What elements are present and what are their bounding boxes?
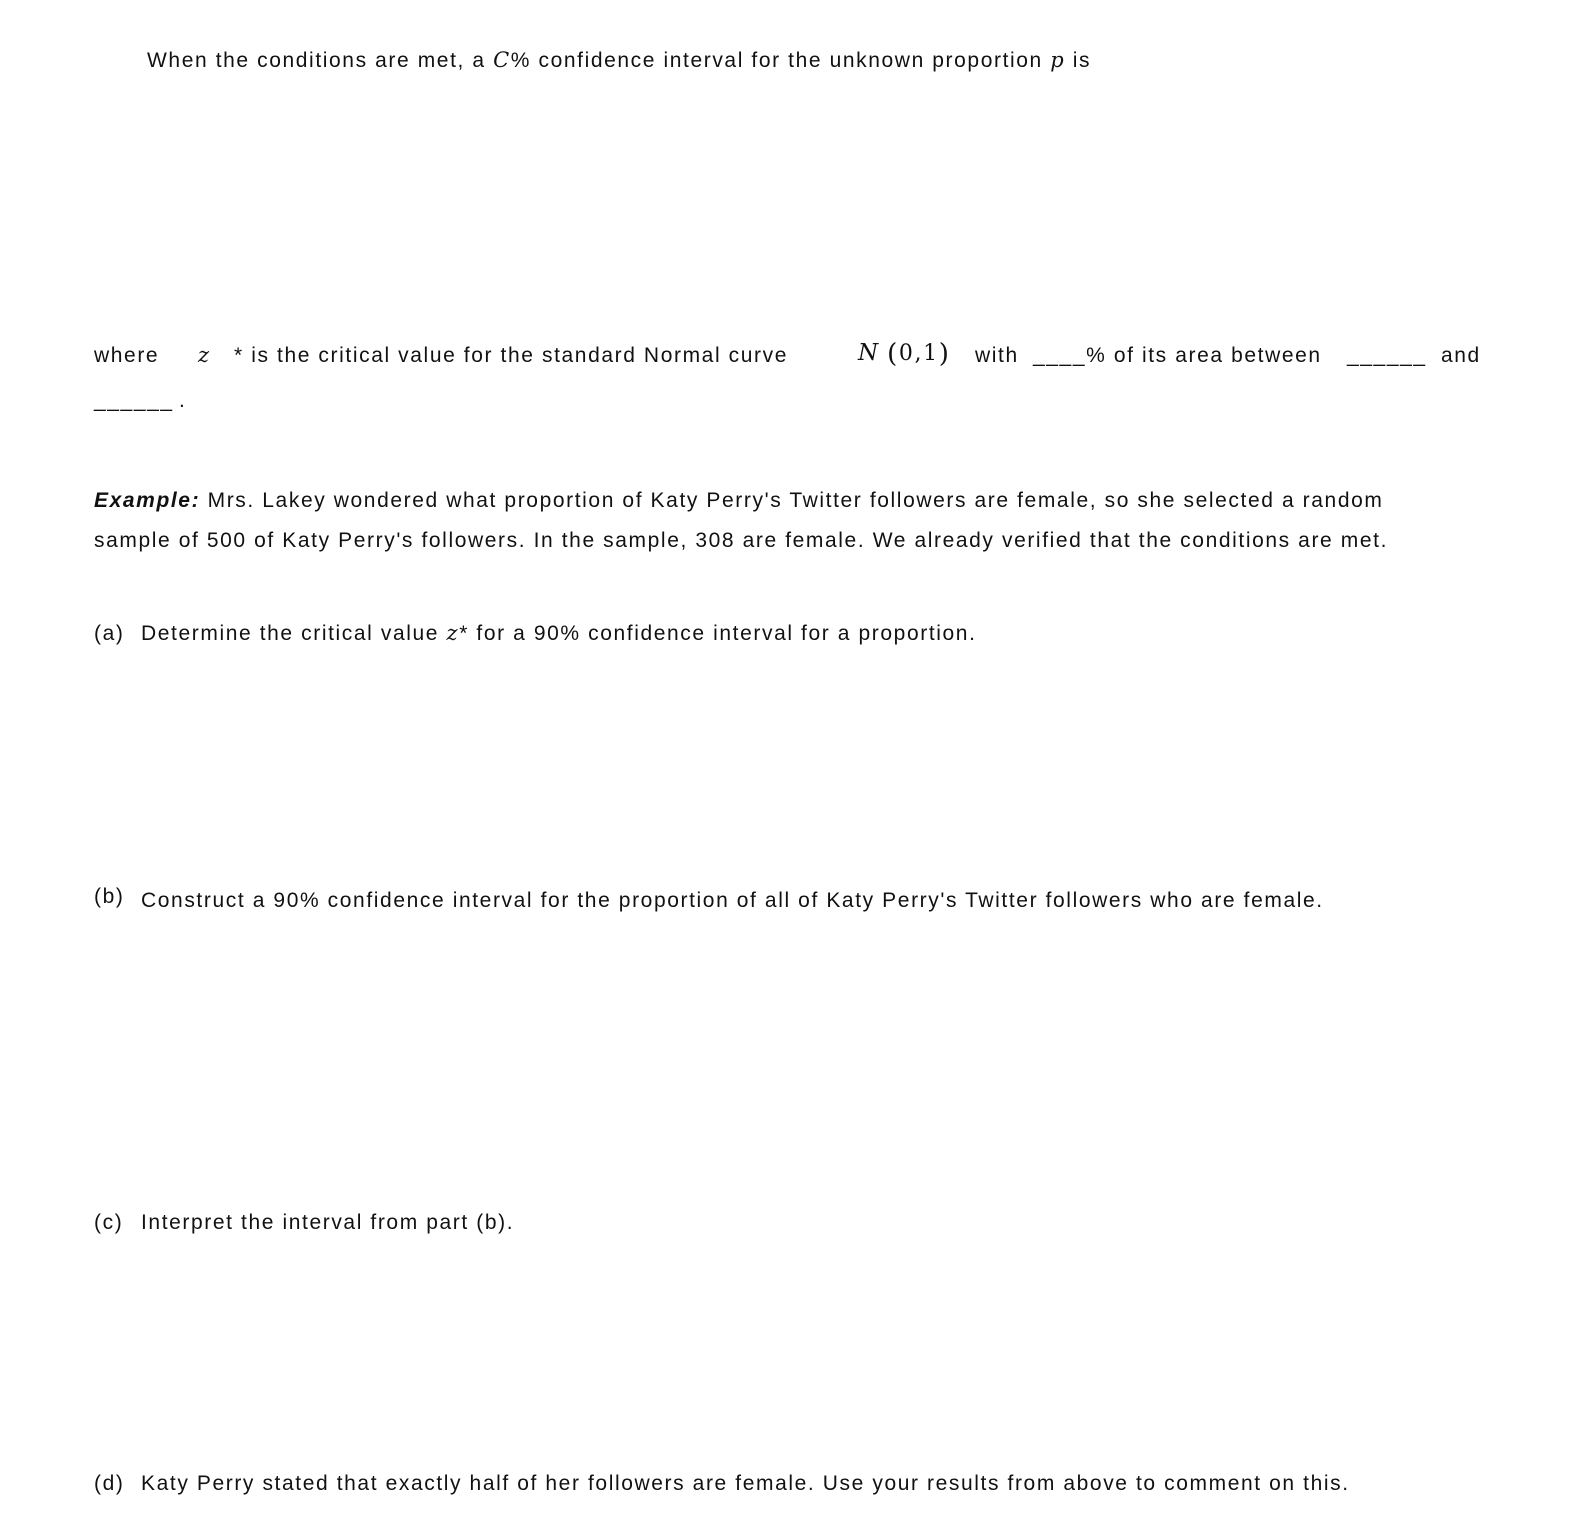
intro-text-start: When the conditions are met, a <box>147 49 494 72</box>
z-star-variable: z <box>198 343 211 367</box>
question-b-text: Construct a 90% confidence interval for the proportion of all of Katy Perry's Twitter followers who are female. <box>141 889 1324 912</box>
with-word: with <box>975 344 1019 367</box>
question-a-text-end: * for a 90% confidence interval for a proportion. <box>459 622 977 645</box>
intro-text-middle: % confidence interval for the unknown proportion <box>510 49 1051 72</box>
period: . <box>179 389 187 412</box>
n-variable: N <box>858 340 880 366</box>
example-text-2: sample of 500 of Katy Perry's followers. In the sample, 308 are female. We already verified that the conditions are met. <box>94 529 1389 552</box>
question-d-text: Katy Perry stated that exactly half of her followers are female. Use your results from above to comment on this. <box>141 1472 1350 1495</box>
question-a-text-start: Determine the critical value <box>141 622 447 645</box>
example-text-1: Mrs. Lakey wondered what proportion of Katy Perry's Twitter followers are female, so she selected a random <box>207 489 1384 512</box>
example-line-1 <box>94 490 1383 511</box>
example-label: Example: <box>94 489 201 512</box>
question-a-label: (a) <box>94 622 125 645</box>
intro-line <box>147 50 1091 71</box>
paren-open: ( <box>887 339 899 369</box>
question-d-label: (d) <box>94 1472 125 1495</box>
paren-close: ) <box>938 339 951 369</box>
p-variable: p <box>1050 48 1066 72</box>
where-word: where <box>94 344 160 367</box>
question-b-label: (b) <box>94 885 125 908</box>
and-word: and <box>1441 344 1481 367</box>
question-c-label: (c) <box>94 1211 124 1234</box>
critical-value-text: * is the critical value for the standard Normal curve <box>234 344 788 367</box>
lower-bound-blank: ______ <box>1347 344 1427 367</box>
percent-area-blank: ____% of its area between <box>1033 344 1322 367</box>
intro-text-end: is <box>1065 49 1092 72</box>
question-c-text: Interpret the interval from part (b). <box>141 1211 515 1234</box>
question-d <box>94 1473 1350 1494</box>
normal-notation <box>858 341 950 367</box>
c-variable: C <box>493 48 511 72</box>
n-arguments: 0,1 <box>898 341 939 366</box>
z-variable: z <box>446 621 460 645</box>
upper-bound-blank: ______ <box>94 389 174 412</box>
question-c <box>94 1212 514 1233</box>
question-a <box>94 623 977 644</box>
question-b <box>94 885 1324 912</box>
example-line-2 <box>94 530 1388 551</box>
